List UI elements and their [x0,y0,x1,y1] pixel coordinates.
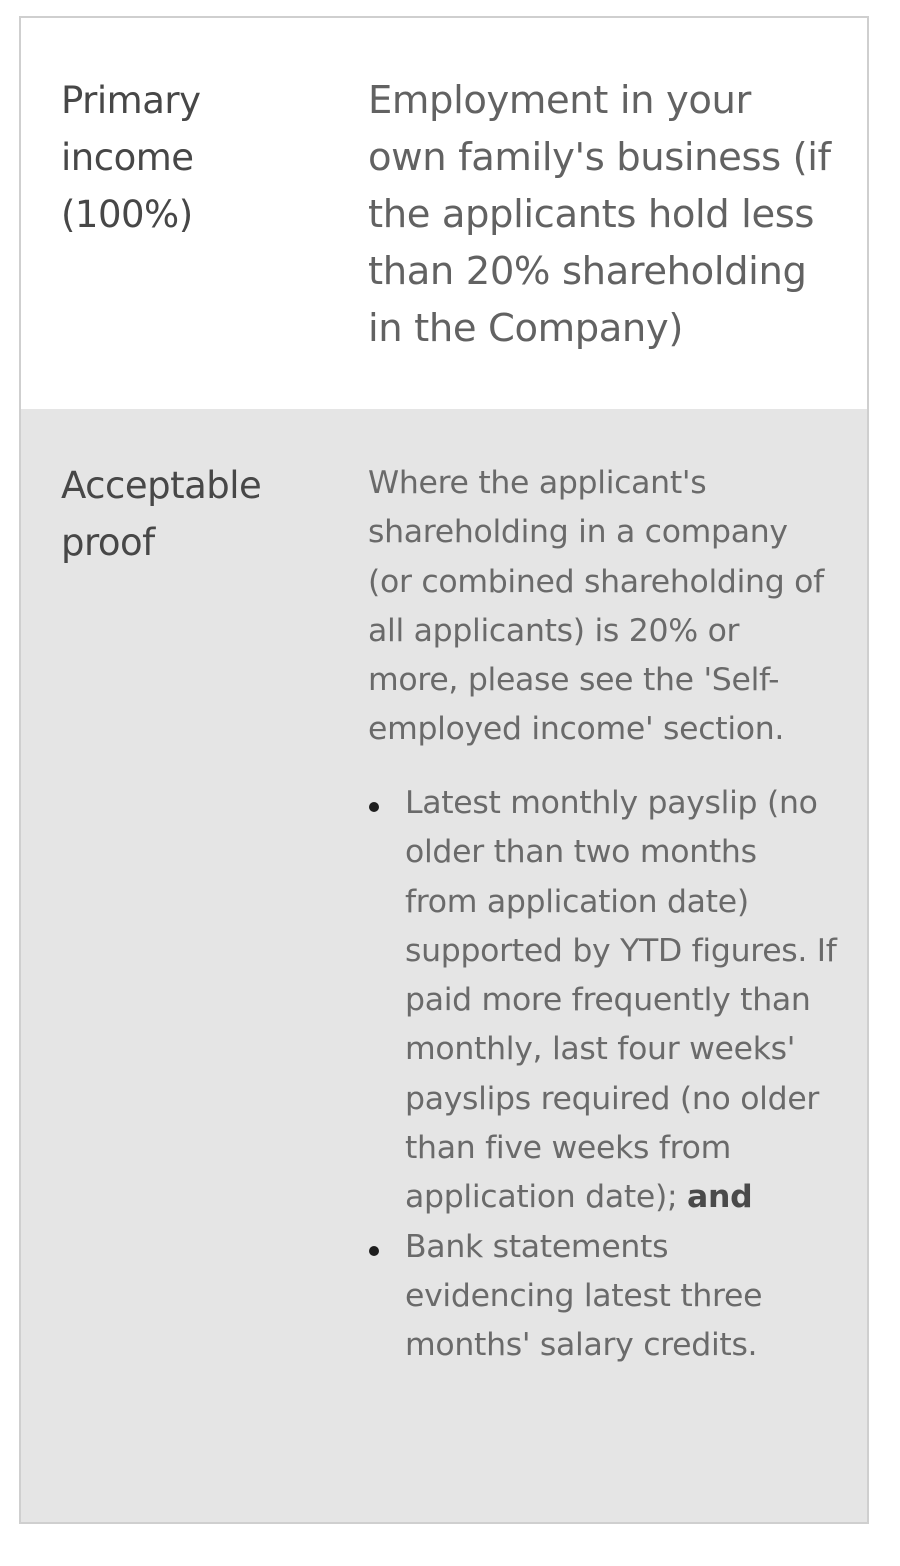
list-item-text: Bank statements evidencing latest three months' salary credits. [405,1228,763,1364]
row-label-primary-income: Primary income (100%) [61,79,201,236]
table-row-primary-income [21,18,867,409]
list-item-bank-statements [368,1223,838,1371]
bullet-icon [369,802,379,812]
bullet-icon [369,1246,379,1256]
proof-intro-text: Where the applicant's shareholding in a company (or combined shareholding of all applicants) is 20% or more, please see the 'Self-employed income' section. [368,465,824,748]
table-row-acceptable-proof [21,409,867,1522]
row-value-employment-type: Employment in your own family's business (if the applicants hold less than 20% shareholding in the Company) [368,78,831,351]
proof-requirements-list [368,779,838,1371]
income-requirements-table [19,16,869,1524]
list-item-payslip [368,779,838,1223]
row-label-acceptable-proof: Acceptable proof [61,464,262,564]
list-item-text: Latest monthly payslip (no older than two months from application date) supported by YTD figures. If paid more frequently than monthly, last four weeks' payslips required (no older than five weeks from application date); [405,785,837,1216]
list-item-emphasis: and [687,1179,753,1216]
